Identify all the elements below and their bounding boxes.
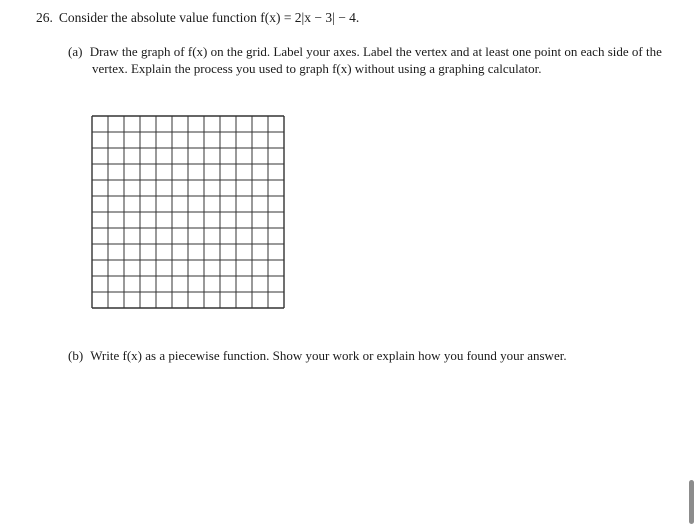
question-text: Consider the absolute value function f(x) = 2|x − 3| − 4. (58, 10, 360, 25)
part-a-label: (a) (68, 44, 83, 59)
part-b-label: (b) (68, 348, 84, 363)
graph-grid (90, 114, 286, 310)
part-b (68, 348, 567, 364)
question-header (36, 10, 359, 26)
part-a (68, 44, 668, 77)
scrollbar-thumb[interactable] (689, 480, 694, 524)
graph-grid-svg (90, 114, 286, 310)
part-a-text: Draw the graph of f(x) on the grid. Label your axes. Label the vertex and at least one point on each side of the vertex. Explain the process you used to graph f(x) without using a graphing calculator. (89, 44, 662, 76)
part-b-text: Write f(x) as a piecewise function. Show your work or explain how you found your answer. (90, 348, 567, 363)
question-number: 26. (36, 10, 53, 25)
